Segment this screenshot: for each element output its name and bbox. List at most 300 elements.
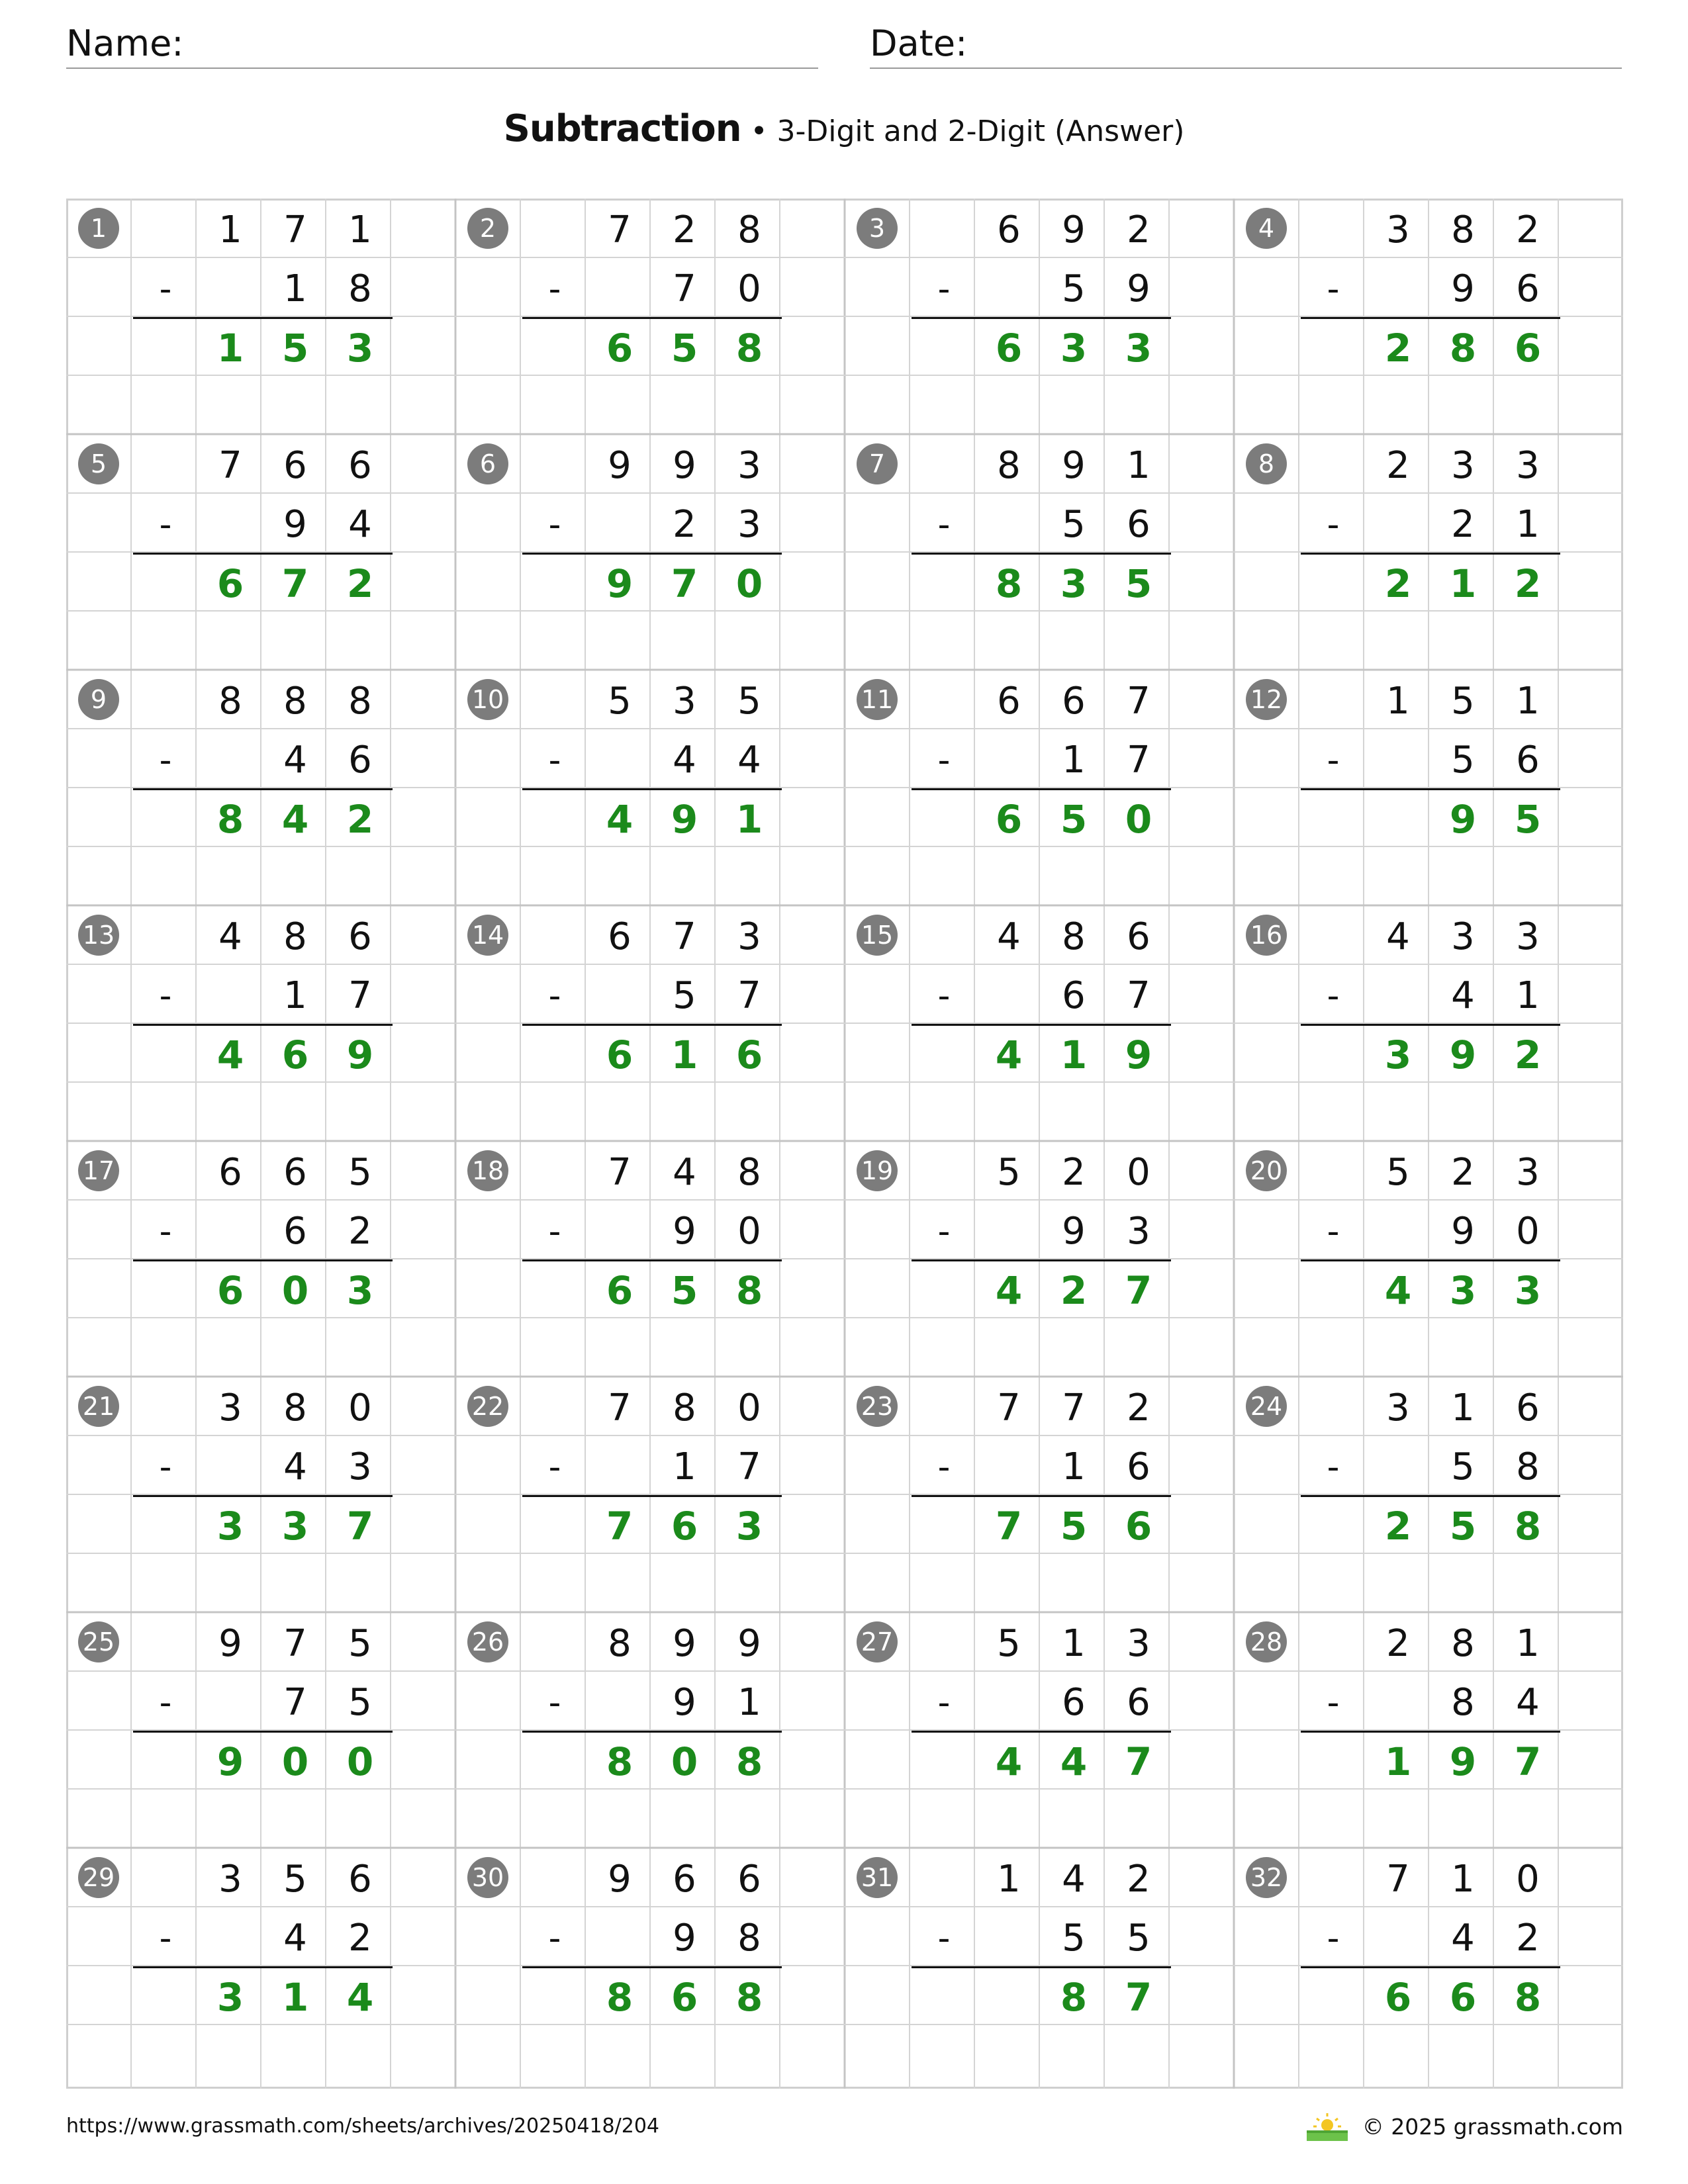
- top-digit: 2: [1386, 1622, 1410, 1665]
- top-digit: 6: [283, 1151, 307, 1194]
- problem-number-badge: 31: [857, 1857, 898, 1898]
- top-digit: 2: [1127, 1858, 1150, 1901]
- subtrahend-digit: 2: [348, 1917, 372, 1960]
- top-digit: 5: [348, 1622, 372, 1665]
- top-digit: 1: [218, 208, 242, 251]
- subtrahend-digit: 6: [1127, 1681, 1150, 1724]
- answer-rule: [522, 317, 782, 319]
- subtrahend-digit: [587, 1673, 652, 1732]
- answer-digit: 5: [1060, 1503, 1088, 1549]
- minus-sign: -: [1327, 504, 1340, 545]
- answer-digit: 2: [1384, 325, 1412, 371]
- problem-number-badge: 11: [857, 679, 898, 720]
- answer-digit: 0: [735, 561, 763, 606]
- answer-rule: [522, 1966, 782, 1968]
- subtrahend-digit: [198, 731, 263, 790]
- subtrahend-digit: 7: [737, 974, 761, 1017]
- top-digit: 9: [608, 1858, 632, 1901]
- top-digit: 3: [737, 915, 761, 958]
- problem-number-badge: 10: [467, 679, 508, 720]
- subtrahend-digit: 4: [348, 503, 372, 546]
- subtrahend-digit: 3: [348, 1445, 372, 1488]
- answer-rule: [133, 788, 393, 790]
- answer-digit: 5: [281, 325, 309, 371]
- subtrahend-digit: [198, 1437, 263, 1496]
- answer-rule: [1301, 1966, 1560, 1968]
- footer-copyright: [1304, 2111, 1623, 2142]
- minus-sign: -: [159, 1918, 172, 1958]
- answer-digit: 1: [1060, 1032, 1088, 1077]
- subtrahend-digit: [976, 1202, 1041, 1261]
- answer-digit: 9: [1449, 1739, 1477, 1784]
- answer-rule: [1301, 788, 1560, 790]
- problem-number-badge: 23: [857, 1386, 898, 1427]
- answer-digit: 8: [606, 1974, 633, 2020]
- date-field[interactable]: [870, 20, 1622, 69]
- top-digit: 8: [1451, 1622, 1475, 1665]
- top-digit: 2: [1516, 208, 1540, 251]
- top-digit: 2: [1062, 1151, 1086, 1194]
- problem-number-badge: 14: [467, 915, 508, 956]
- top-digit: 3: [673, 680, 696, 723]
- answer-digit: 6: [1514, 325, 1542, 371]
- top-digit: 6: [997, 680, 1021, 723]
- top-digit: 2: [1386, 444, 1410, 487]
- answer-rule: [1301, 317, 1560, 319]
- subtrahend-digit: 5: [1062, 503, 1086, 546]
- answer-digit: 5: [1514, 796, 1542, 842]
- answer-digit: 8: [735, 1974, 763, 2020]
- top-digit: 9: [673, 444, 696, 487]
- top-digit: 3: [1516, 1151, 1540, 1194]
- top-digit: 6: [283, 444, 307, 487]
- answer-digit: 3: [1514, 1267, 1542, 1313]
- answer-rule: [912, 317, 1171, 319]
- answer-digit: 4: [606, 796, 633, 842]
- answer-digit: 7: [1125, 1974, 1152, 2020]
- answer-digit: 8: [1514, 1974, 1542, 2020]
- answer-digit: 0: [281, 1739, 309, 1784]
- answer-digit: 7: [671, 561, 698, 606]
- answer-digit: 9: [1449, 1032, 1477, 1077]
- problem-number-badge: 17: [78, 1150, 119, 1191]
- problem-number-badge: 7: [857, 443, 898, 484]
- minus-sign: -: [159, 1447, 172, 1487]
- minus-sign: -: [1327, 1447, 1340, 1487]
- minus-sign: -: [937, 269, 951, 309]
- answer-rule: [133, 317, 393, 319]
- minus-sign: -: [1327, 1918, 1340, 1958]
- answer-digit: 8: [995, 561, 1023, 606]
- answer-digit: 6: [216, 561, 244, 606]
- problem-number-badge: 13: [78, 915, 119, 956]
- answer-digit: 8: [735, 1739, 763, 1784]
- top-digit: 6: [348, 1858, 372, 1901]
- subtrahend-digit: 9: [1451, 267, 1475, 310]
- subtrahend-digit: 6: [1127, 1445, 1150, 1488]
- top-digit: 8: [737, 1151, 761, 1194]
- subtrahend-digit: 8: [1516, 1445, 1540, 1488]
- top-digit: 9: [218, 1622, 242, 1665]
- problem-number-badge: 18: [467, 1150, 508, 1191]
- answer-digit: 6: [606, 325, 633, 371]
- answer-digit: 1: [671, 1032, 698, 1077]
- top-digit: 1: [1062, 1622, 1086, 1665]
- top-digit: 1: [1127, 444, 1150, 487]
- top-digit: 1: [1386, 680, 1410, 723]
- problem-number-badge: 8: [1246, 443, 1287, 484]
- subtrahend-digit: 5: [1062, 267, 1086, 310]
- answer-digit: 2: [1384, 561, 1412, 606]
- subtrahend-digit: 9: [1127, 267, 1150, 310]
- top-digit: 2: [1451, 1151, 1475, 1194]
- answer-digit: 8: [735, 325, 763, 371]
- top-digit: 1: [348, 208, 372, 251]
- answer-digit: 4: [995, 1739, 1023, 1784]
- subtrahend-digit: [976, 1437, 1041, 1496]
- answer-digit: 1: [281, 1974, 309, 2020]
- top-digit: 4: [673, 1151, 696, 1194]
- minus-sign: -: [937, 740, 951, 780]
- answer-rule: [912, 1495, 1171, 1497]
- answer-digit: 8: [735, 1267, 763, 1313]
- answer-digit: 0: [346, 1739, 374, 1784]
- subtrahend-digit: 4: [283, 1917, 307, 1960]
- problem-grid: [66, 199, 1623, 2089]
- top-digit: 5: [997, 1151, 1021, 1194]
- answer-digit: 2: [1514, 561, 1542, 606]
- top-digit: 6: [1127, 915, 1150, 958]
- top-digit: 6: [737, 1858, 761, 1901]
- top-digit: 9: [673, 1622, 696, 1665]
- subtrahend-digit: [976, 1909, 1041, 1968]
- subtrahend-digit: 3: [737, 503, 761, 546]
- subtrahend-digit: [976, 966, 1041, 1025]
- problem-number-badge: 26: [467, 1621, 508, 1662]
- top-digit: 3: [1386, 208, 1410, 251]
- minus-sign: -: [548, 1447, 561, 1487]
- top-digit: 7: [608, 208, 632, 251]
- problem-number-badge: 12: [1246, 679, 1287, 720]
- top-digit: 8: [283, 915, 307, 958]
- subtrahend-digit: 5: [673, 974, 696, 1017]
- footer-url: https://www.grassmath.com/sheets/archives/20250418/204: [66, 2115, 660, 2138]
- minus-sign: -: [937, 504, 951, 545]
- answer-digit: 4: [995, 1267, 1023, 1313]
- name-field[interactable]: [66, 20, 818, 69]
- top-digit: 6: [348, 444, 372, 487]
- problem-number-badge: 16: [1246, 915, 1287, 956]
- subtrahend-digit: [198, 495, 263, 554]
- answer-digit: 7: [995, 1503, 1023, 1549]
- answer-digit: 6: [671, 1974, 698, 2020]
- answer-digit: 4: [1384, 1267, 1412, 1313]
- top-digit: 1: [1451, 1858, 1475, 1901]
- top-digit: 8: [737, 208, 761, 251]
- answer-rule: [133, 1024, 393, 1026]
- subtrahend-digit: 4: [673, 739, 696, 782]
- answer-digit: 3: [1125, 325, 1152, 371]
- subtrahend-digit: 7: [348, 974, 372, 1017]
- answer-digit: 5: [1125, 561, 1152, 606]
- answer-rule: [133, 1495, 393, 1497]
- subtrahend-digit: 3: [1127, 1210, 1150, 1253]
- subtrahend-digit: [976, 731, 1041, 790]
- subtrahend-digit: [198, 259, 263, 318]
- minus-sign: -: [1327, 740, 1340, 780]
- answer-digit: 2: [1514, 1032, 1542, 1077]
- subtrahend-digit: [1366, 1673, 1430, 1732]
- answer-digit: 4: [346, 1974, 374, 2020]
- problem-number-badge: 19: [857, 1150, 898, 1191]
- top-digit: 3: [737, 444, 761, 487]
- subtrahend-digit: 6: [1062, 1681, 1086, 1724]
- top-digit: 3: [218, 1858, 242, 1901]
- answer-rule: [133, 1259, 393, 1261]
- subtrahend-digit: 2: [348, 1210, 372, 1253]
- answer-digit: 6: [1384, 1974, 1412, 2020]
- problem-number-badge: 30: [467, 1857, 508, 1898]
- minus-sign: -: [1327, 269, 1340, 309]
- answer-digit: 6: [671, 1503, 698, 1549]
- copyright-text: © 2025 grassmath.com: [1362, 2113, 1623, 2140]
- top-digit: 4: [1062, 1858, 1086, 1901]
- answer-digit: 7: [281, 561, 309, 606]
- answer-digit: 0: [281, 1267, 309, 1313]
- problem-number-badge: 28: [1246, 1621, 1287, 1662]
- title-main: Subtraction: [503, 107, 741, 150]
- top-digit: 5: [1386, 1151, 1410, 1194]
- problem-number-badge: 3: [857, 208, 898, 249]
- subtrahend-digit: 6: [1516, 267, 1540, 310]
- top-digit: 8: [608, 1622, 632, 1665]
- top-digit: 6: [1062, 680, 1086, 723]
- subtrahend-digit: [976, 1673, 1041, 1732]
- top-digit: 4: [997, 915, 1021, 958]
- top-digit: 1: [1451, 1387, 1475, 1430]
- answer-rule: [1301, 553, 1560, 555]
- minus-sign: -: [937, 1682, 951, 1723]
- top-digit: 0: [1516, 1858, 1540, 1901]
- top-digit: 3: [1127, 1622, 1150, 1665]
- minus-sign: -: [548, 504, 561, 545]
- answer-digit: 9: [216, 1739, 244, 1784]
- answer-rule: [522, 553, 782, 555]
- minus-sign: -: [159, 1211, 172, 1251]
- subtrahend-digit: 9: [283, 503, 307, 546]
- subtrahend-digit: 1: [1516, 503, 1540, 546]
- top-digit: 6: [673, 1858, 696, 1901]
- problem-number-badge: 20: [1246, 1150, 1287, 1191]
- answer-digit: 8: [216, 796, 244, 842]
- answer-digit: 3: [216, 1974, 244, 2020]
- subtrahend-digit: 5: [1127, 1917, 1150, 1960]
- subtrahend-digit: 6: [1127, 503, 1150, 546]
- answer-digit: 8: [1514, 1503, 1542, 1549]
- top-digit: 0: [737, 1387, 761, 1430]
- subtrahend-digit: 7: [673, 267, 696, 310]
- answer-digit: 9: [346, 1032, 374, 1077]
- subtrahend-digit: 1: [283, 974, 307, 1017]
- top-digit: 7: [1127, 680, 1150, 723]
- subtrahend-digit: 4: [1516, 1681, 1540, 1724]
- subtrahend-digit: [1366, 259, 1430, 318]
- worksheet-title: [0, 99, 1688, 161]
- subtrahend-digit: 7: [1127, 739, 1150, 782]
- minus-sign: -: [548, 269, 561, 309]
- answer-digit: 3: [1384, 1032, 1412, 1077]
- top-digit: 7: [283, 1622, 307, 1665]
- subtrahend-digit: 9: [1451, 1210, 1475, 1253]
- answer-digit: 8: [1449, 325, 1477, 371]
- subtrahend-digit: 9: [1062, 1210, 1086, 1253]
- grassmath-logo-icon: [1304, 2111, 1350, 2142]
- subtrahend-digit: [587, 1202, 652, 1261]
- problem-number-badge: 24: [1246, 1386, 1287, 1427]
- top-digit: 2: [1127, 208, 1150, 251]
- answer-rule: [522, 1024, 782, 1026]
- answer-digit: 5: [1449, 1503, 1477, 1549]
- problem-number-badge: 9: [78, 679, 119, 720]
- problem-number-badge: 27: [857, 1621, 898, 1662]
- answer-digit: 3: [735, 1503, 763, 1549]
- minus-sign: -: [548, 976, 561, 1016]
- answer-rule: [1301, 1495, 1560, 1497]
- title-subtitle: • 3-Digit and 2-Digit (Answer): [750, 114, 1185, 148]
- subtrahend-digit: [1366, 1437, 1430, 1496]
- answer-digit: 2: [1384, 1503, 1412, 1549]
- minus-sign: -: [1327, 1211, 1340, 1251]
- answer-digit: 2: [346, 561, 374, 606]
- answer-digit: 4: [281, 796, 309, 842]
- answer-digit: [976, 1968, 1041, 2026]
- top-digit: 7: [1062, 1387, 1086, 1430]
- subtrahend-digit: [1366, 731, 1430, 790]
- top-digit: 8: [283, 1387, 307, 1430]
- top-digit: 4: [1386, 915, 1410, 958]
- subtrahend-digit: 7: [283, 1681, 307, 1724]
- subtrahend-digit: 8: [1451, 1681, 1475, 1724]
- subtrahend-digit: 4: [737, 739, 761, 782]
- subtrahend-digit: 6: [1516, 739, 1540, 782]
- top-digit: 3: [218, 1387, 242, 1430]
- subtrahend-digit: 4: [283, 739, 307, 782]
- answer-digit: 7: [1514, 1739, 1542, 1784]
- minus-sign: -: [159, 269, 172, 309]
- minus-sign: -: [548, 1918, 561, 1958]
- answer-rule: [133, 1966, 393, 1968]
- subtrahend-digit: 4: [1451, 1917, 1475, 1960]
- answer-digit: 2: [346, 796, 374, 842]
- subtrahend-digit: 1: [283, 267, 307, 310]
- problem-number-badge: 32: [1246, 1857, 1287, 1898]
- answer-rule: [912, 1259, 1171, 1261]
- answer-rule: [522, 1731, 782, 1733]
- top-digit: 1: [1516, 680, 1540, 723]
- subtrahend-digit: 9: [673, 1917, 696, 1960]
- answer-rule: [912, 1024, 1171, 1026]
- top-digit: 9: [1062, 208, 1086, 251]
- subtrahend-digit: 2: [673, 503, 696, 546]
- subtrahend-digit: [587, 259, 652, 318]
- problem-number-badge: 15: [857, 915, 898, 956]
- answer-digit: 4: [216, 1032, 244, 1077]
- top-digit: 5: [608, 680, 632, 723]
- answer-digit: 1: [1384, 1739, 1412, 1784]
- subtrahend-digit: [1366, 495, 1430, 554]
- top-digit: 1: [997, 1858, 1021, 1901]
- answer-rule: [1301, 1731, 1560, 1733]
- answer-digit: 7: [1125, 1267, 1152, 1313]
- problem-number-badge: 6: [467, 443, 508, 484]
- subtrahend-digit: [587, 1909, 652, 1968]
- top-digit: 0: [1127, 1151, 1150, 1194]
- answer-rule: [912, 788, 1171, 790]
- subtrahend-digit: [1366, 1202, 1430, 1261]
- problem-number-badge: 22: [467, 1386, 508, 1427]
- top-digit: 3: [1386, 1387, 1410, 1430]
- subtrahend-digit: 0: [737, 1210, 761, 1253]
- subtrahend-digit: 1: [1516, 974, 1540, 1017]
- minus-sign: -: [159, 740, 172, 780]
- answer-rule: [912, 553, 1171, 555]
- subtrahend-digit: 1: [673, 1445, 696, 1488]
- date-label: Date:: [870, 23, 968, 64]
- minus-sign: -: [159, 976, 172, 1016]
- top-digit: 5: [348, 1151, 372, 1194]
- top-digit: 6: [997, 208, 1021, 251]
- answer-digit: 3: [346, 1267, 374, 1313]
- answer-digit: 9: [1125, 1032, 1152, 1077]
- minus-sign: -: [548, 1682, 561, 1723]
- answer-digit: 9: [671, 796, 698, 842]
- subtrahend-digit: [198, 966, 263, 1025]
- answer-digit: 6: [735, 1032, 763, 1077]
- subtrahend-digit: 6: [283, 1210, 307, 1253]
- minus-sign: -: [937, 1211, 951, 1251]
- subtrahend-digit: [1366, 1909, 1430, 1968]
- minus-sign: -: [159, 1682, 172, 1723]
- answer-digit: 5: [671, 1267, 698, 1313]
- top-digit: 8: [283, 680, 307, 723]
- subtrahend-digit: 9: [673, 1681, 696, 1724]
- problem-number-badge: 1: [78, 208, 119, 249]
- answer-rule: [522, 788, 782, 790]
- subtrahend-digit: 1: [737, 1681, 761, 1724]
- top-digit: 6: [348, 915, 372, 958]
- subtrahend-digit: [976, 259, 1041, 318]
- top-digit: 8: [673, 1387, 696, 1430]
- subtrahend-digit: 8: [348, 267, 372, 310]
- answer-digit: 3: [1449, 1267, 1477, 1313]
- subtrahend-digit: 4: [283, 1445, 307, 1488]
- problem-number-badge: 5: [78, 443, 119, 484]
- problem-number-badge: 25: [78, 1621, 119, 1662]
- answer-digit: 6: [1449, 1974, 1477, 2020]
- top-digit: 2: [1127, 1387, 1150, 1430]
- top-digit: 8: [348, 680, 372, 723]
- subtrahend-digit: 7: [1127, 974, 1150, 1017]
- top-digit: 8: [218, 680, 242, 723]
- answer-digit: 3: [281, 1503, 309, 1549]
- answer-digit: 8: [1060, 1974, 1088, 2020]
- top-digit: 5: [737, 680, 761, 723]
- minus-sign: -: [1327, 1682, 1340, 1723]
- top-digit: 0: [348, 1387, 372, 1430]
- problem-number-badge: 21: [78, 1386, 119, 1427]
- answer-digit: 7: [1125, 1739, 1152, 1784]
- answer-digit: 4: [995, 1032, 1023, 1077]
